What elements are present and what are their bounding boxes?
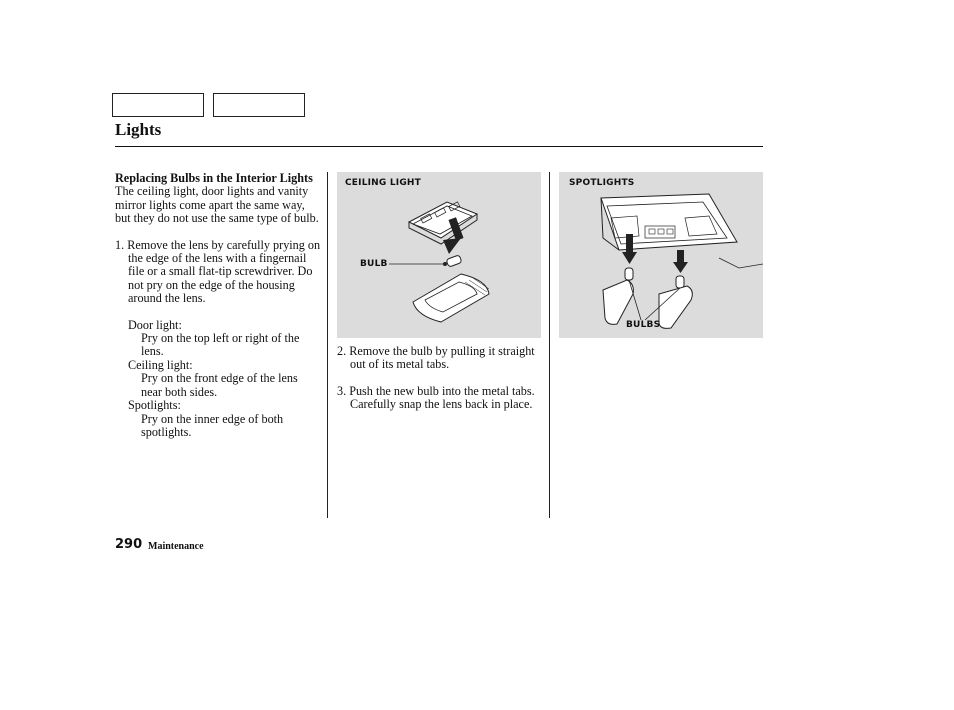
- ceiling-light-text: Pry on the front edge of the lens near both sides.: [141, 371, 298, 399]
- ceiling-light-illustration: [337, 172, 541, 338]
- column-divider-2: [549, 172, 550, 518]
- step-3: 3. Push the new bulb into the metal tabs. Carefully snap the lens back in place.: [337, 383, 535, 412]
- ceiling-light-figure: [337, 172, 541, 338]
- bulbs-callout: BULBS: [626, 320, 661, 330]
- step-1: 1. Remove the lens by carefully prying on the edge of the lens with a fingernail file or a small flat-tip screwdriver. Do not pry on the edge of the housing around the lens.: [115, 237, 321, 306]
- spotlights-figure: [559, 172, 763, 338]
- door-light-label: Door light:: [128, 317, 182, 332]
- title-rule: [115, 146, 763, 147]
- column-2: [337, 345, 541, 412]
- nav-tab-2[interactable]: [213, 93, 305, 117]
- spotlights-illustration: [559, 172, 763, 338]
- door-light-text: Pry on the top left or right of the lens.: [141, 331, 300, 359]
- section-heading: Replacing Bulbs in the Interior Lights: [115, 171, 313, 185]
- column-1: [115, 172, 321, 439]
- bulb-callout: BULB: [360, 259, 388, 269]
- spotlights-label: Spotlights:: [128, 398, 181, 413]
- spotlights-text: Pry on the inner edge of both spotlights.: [141, 411, 284, 439]
- ceiling-light-label: Ceiling light:: [128, 357, 193, 372]
- footer-section-name: Maintenance: [148, 541, 204, 552]
- column-divider-1: [327, 172, 328, 518]
- spotlights-figure-title: SPOTLIGHTS: [569, 178, 635, 188]
- nav-tab-1[interactable]: [112, 93, 204, 117]
- page-number: 290: [115, 537, 143, 552]
- ceiling-light-figure-title: CEILING LIGHT: [345, 178, 421, 188]
- page-title: Lights: [115, 120, 162, 139]
- step-2: 2. Remove the bulb by pulling it straight out of its metal tabs.: [337, 344, 535, 372]
- intro-paragraph: The ceiling light, door lights and vanity mirror lights come apart the same way, but they do not use the same type of bulb.: [115, 184, 319, 226]
